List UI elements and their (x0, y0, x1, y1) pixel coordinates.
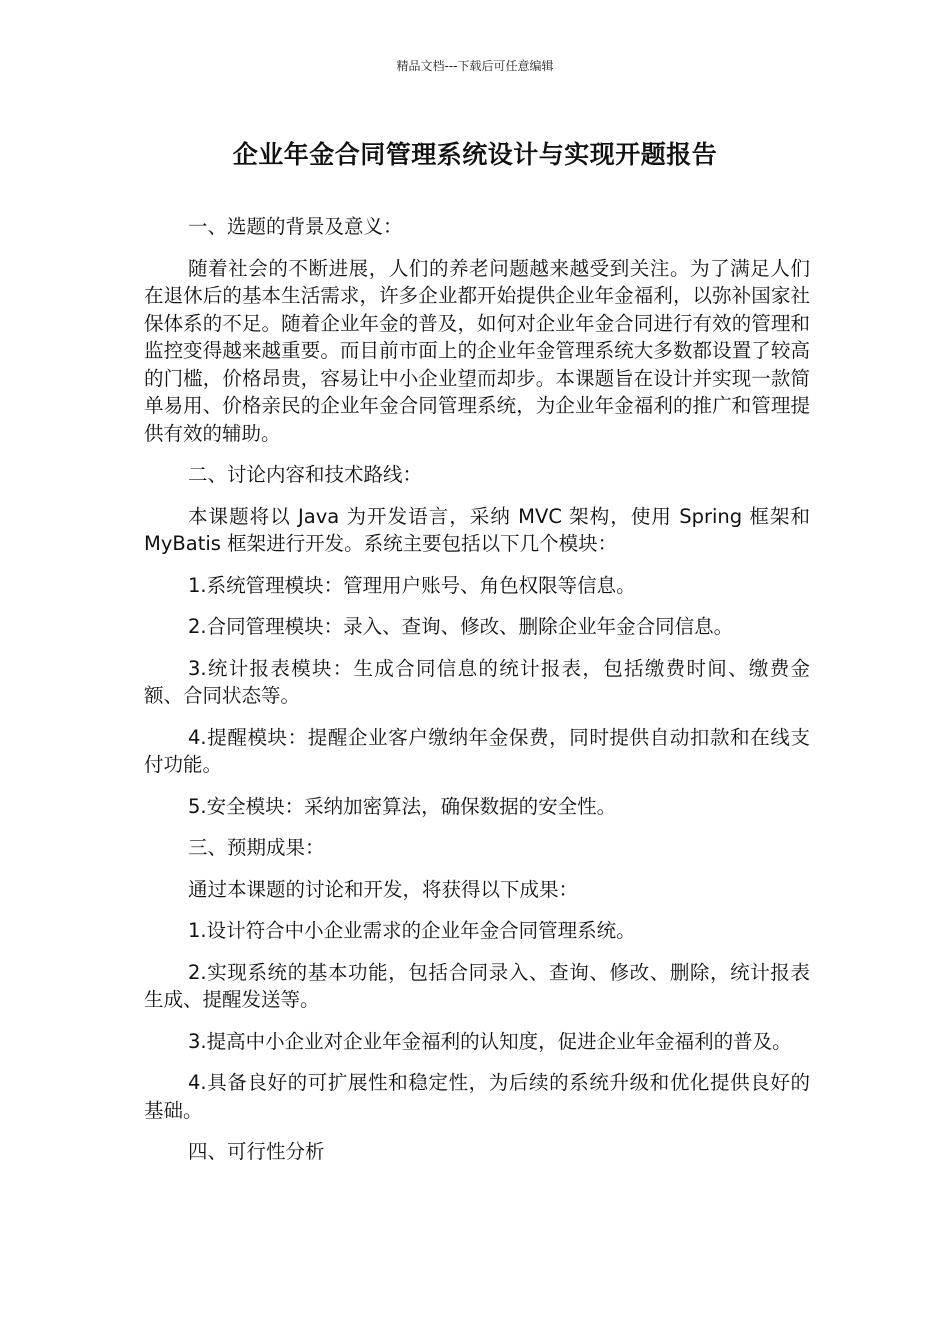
list-item-module-3: 3.统计报表模块：生成合同信息的统计报表，包括缴费时间、缴费金额、合同状态等。 (144, 656, 810, 707)
list-item-module-2: 2.合同管理模块：录入、查询、修改、删除企业年金合同信息。 (188, 615, 734, 638)
list-item-result-1: 1.设计符合中小企业需求的企业年金合同管理系统。 (188, 919, 636, 942)
section-heading-feasibility: 四、可行性分析 (188, 1140, 325, 1163)
section-heading-results: 三、预期成果： (188, 836, 325, 859)
document-title: 企业年金合同管理系统设计与实现开题报告 (232, 140, 718, 169)
list-item-module-1: 1.系统管理模块：管理用户账号、角色权限等信息。 (188, 573, 636, 597)
section-heading-background: 一、选题的背景及意义： (188, 215, 403, 238)
list-item-result-4: 4.具备良好的可扩展性和稳定性，为后续的系统升级和优化提供良好的基础。 (144, 1071, 810, 1122)
paragraph-results-intro: 通过本课题的讨论和开发，将获得以下成果： (188, 877, 579, 901)
list-item-result-3: 3.提高中小企业对企业年金福利的认知度，促进企业年金福利的普及。 (188, 1029, 792, 1053)
list-item-result-2: 2.实现系统的基本功能，包括合同录入、查询、修改、删除，统计报表生成、提醒发送等。 (144, 960, 810, 1011)
list-item-module-5: 5.安全模块：采纳加密算法，确保数据的安全性。 (188, 794, 617, 818)
page-header: 精品文档---下载后可任意编辑 (396, 59, 554, 73)
section-heading-research: 二、讨论内容和技术路线： (188, 463, 423, 486)
list-item-module-4: 4.提醒模块：提醒企业客户缴纳年金保费，同时提供自动扣款和在线支付功能。 (144, 725, 810, 776)
paragraph-background: 随着社会的不断进展，人们的养老问题越来越受到关注。为了满足人们在退休后的基本生活需求，许多企业都开始提供企业年金福利，以弥补国家社保体系的不足。随着企业年金的普及，如何对企业年金合同进行有效的管理和监控变得越来越重要。而目前市面上的企业年金管理系统大多数都设置了较高的门槛，价格昂贵，容易让中小企业望而却步。本课题旨在设计并实现一款简单易用、价格亲民的企业年金合同管理系统，为企业年金福利的推广和管理提供有效的辅助。 (144, 256, 810, 445)
document-body (144, 213, 810, 1180)
paragraph-tech-route: 本课题将以 Java 为开发语言，采纳 MVC 架构，使用 Spring 框架和 MyBatis 框架进行开发。系统主要包括以下几个模块： (144, 504, 810, 555)
